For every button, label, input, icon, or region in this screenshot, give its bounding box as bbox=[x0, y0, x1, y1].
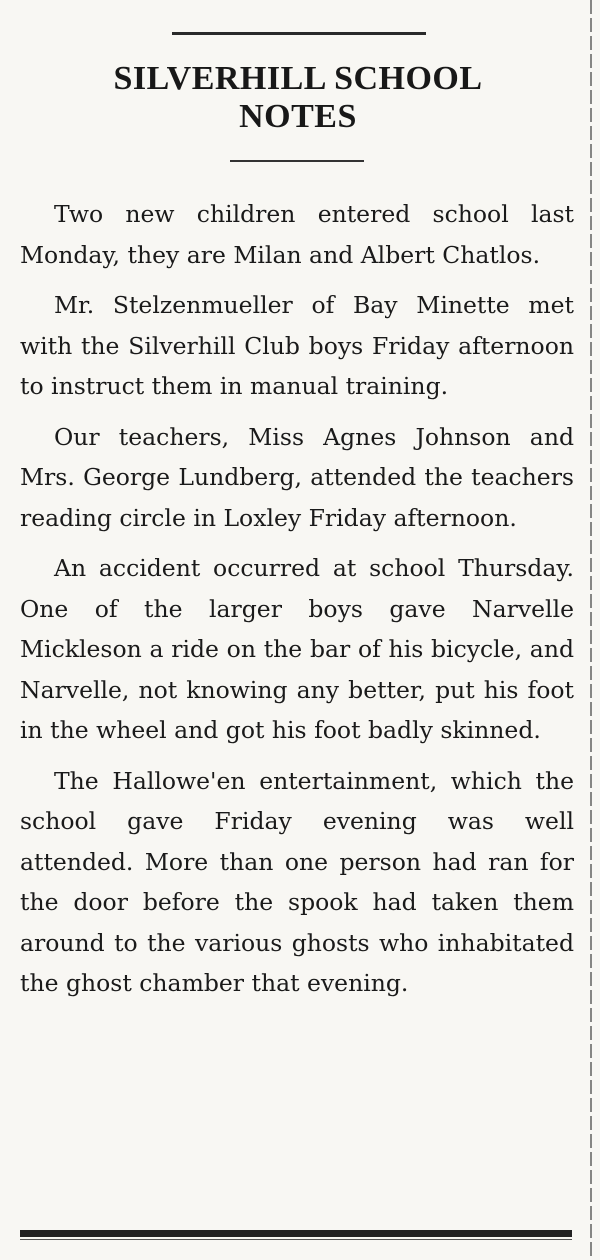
bottom-rule bbox=[20, 1230, 572, 1237]
column-rule bbox=[590, 0, 592, 1260]
paragraph-teachers: Our teachers, Miss Agnes Johnson and Mrs. George Lundberg, attended the teachers reading circle in Loxley Friday afternoon. bbox=[20, 422, 574, 532]
headline-line-2: NOTES bbox=[239, 98, 357, 135]
headline-divider bbox=[230, 160, 364, 162]
top-rule bbox=[172, 32, 426, 35]
headline-line-1: SILVERHILL SCHOOL bbox=[113, 60, 483, 97]
paragraph-new-children: Two new children entered school last Monday, they are Milan and Albert Chatlos. bbox=[20, 200, 574, 269]
article-body bbox=[20, 194, 574, 1014]
paragraph-halloween: The Hallowe'en entertainment, which the school gave Friday evening was well attended. More than one person had ran for the door before the spook had taken them around to the various ghosts who inhabitated the ghost chamber that evening. bbox=[20, 766, 574, 997]
paragraph-manual-training: Mr. Stelzenmueller of Bay Minette met with the Silverhill Club boys Friday afternoon to instruct them in manual training. bbox=[20, 291, 574, 400]
headline bbox=[20, 60, 576, 136]
paragraph-accident: An accident occurred at school Thursday. One of the larger boys gave Narvelle Mickleson a ride on the bar of his bicycle, and Narvelle, not knowing any better, put his foot in the wheel and got his foot badly skinned. bbox=[20, 554, 574, 744]
